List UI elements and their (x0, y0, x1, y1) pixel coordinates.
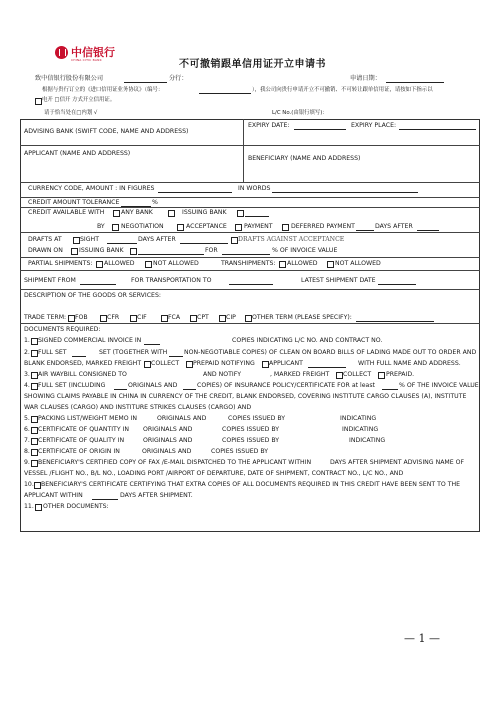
doc9-text: BENEFICIARY'S CERTIFIED COPY OF FAX /E-MAIL DISPATCHED TO THE APPLICANT WITHIN (38, 459, 312, 466)
doc-number: 9. (24, 459, 30, 466)
issuing-bank-label: ISSUING BANK (182, 209, 227, 216)
doc2-set-blank[interactable] (72, 351, 86, 357)
doc6-text-b: ORIGINALS AND (143, 426, 193, 433)
drafts-days-blank[interactable] (107, 238, 137, 244)
sight-checkbox[interactable] (73, 237, 80, 244)
amount-figures-blank[interactable] (158, 187, 232, 193)
bank-logo-text: 中信银行 (71, 46, 115, 59)
bank-logo-icon (55, 46, 68, 59)
agreement-text-b: ），我公司向贵行申请开立不可撤销、不可转让跟单信用证，请按如下指示以 (252, 87, 433, 93)
expiry-date-blank[interactable] (294, 124, 346, 130)
other-term-blank[interactable] (356, 316, 434, 322)
cip-checkbox[interactable] (219, 315, 226, 322)
apply-date-label: 申请日期： (350, 75, 381, 82)
doc2-text: FULL SET (38, 349, 67, 356)
tolerance-label: CREDIT AMOUNT TOLERANCE (28, 199, 120, 206)
doc9-text-b: DAYS AFTER SHIPMENT ADVISING NAME OF (330, 459, 465, 466)
invoice-value-label: % OF INVOICE VALUE (272, 247, 338, 254)
amount-words-blank[interactable] (272, 187, 418, 193)
branch-label: 分行： (169, 75, 188, 82)
payment-checkbox[interactable] (235, 224, 242, 231)
doc4-text-d: % OF THE INVOICE VALUE (399, 382, 479, 389)
cif-label: CIF (137, 314, 147, 321)
partial-not-allowed-checkbox[interactable] (145, 261, 152, 268)
drafts-at-label: DRAFTS AT (28, 236, 62, 243)
doc2-collect-checkbox[interactable] (144, 361, 151, 368)
doc11-checkbox[interactable] (35, 504, 42, 511)
tolerance-unit: % (152, 199, 158, 206)
cpt-checkbox[interactable] (190, 315, 197, 322)
doc2-prepaid-checkbox[interactable] (186, 361, 193, 368)
latest-shipment-blank[interactable] (378, 279, 416, 285)
apply-date-blank[interactable] (386, 77, 444, 83)
doc8-text-b: ORIGINALS AND (142, 448, 192, 455)
doc-number: 2. (24, 349, 30, 356)
doc3-text: AIR WAYBILL CONSIGNED TO (38, 371, 127, 378)
issuing-bank-checkbox[interactable] (168, 210, 175, 217)
negotiation-checkbox[interactable] (112, 224, 119, 231)
other-bank-checkbox[interactable] (237, 210, 244, 217)
in-words-label: IN WORDS (238, 185, 271, 192)
drafts-after-blank[interactable] (180, 238, 228, 244)
doc3-prepaid-label: PREPAID. (386, 371, 415, 378)
doc1-copies-blank[interactable] (144, 339, 160, 345)
doc4-text-f: WAR CLAUSES (CARGO) AND INSTITURE STRIKES CLAUSES (CARGO) AND (24, 404, 252, 411)
doc-number: 6. (24, 426, 30, 433)
doc5-text: PACKING LIST/WEIGHT MEMO IN (38, 415, 138, 422)
to-bank-label: 致中信银行股份有限公司 (35, 75, 104, 82)
drawn-other-blank[interactable] (138, 249, 204, 255)
doc5-checkbox[interactable] (31, 416, 38, 423)
doc4-text-e: SHOWING CLAIMS PAYABLE IN CHINA IN CURRENCY OF THE CREDIT, BLANK ENDORSED, COVERING INSTITUTE CARGO CLAUSES (A), INSTITUTE (24, 393, 467, 400)
doc2-text-d: BLANK ENDORSED, MARKED FREIGHT (24, 360, 142, 367)
doc9-checkbox[interactable] (31, 460, 38, 467)
doc7-checkbox[interactable] (31, 438, 38, 445)
doc-number: 4. (24, 382, 30, 389)
bank-logo-subtext: CHINA CITIC BANK (71, 58, 102, 62)
deferred-payment-checkbox[interactable] (282, 224, 289, 231)
acceptance-checkbox[interactable] (177, 224, 184, 231)
divider (20, 197, 480, 198)
doc2-applicant-label: APPLICANT (269, 360, 303, 367)
cif-checkbox[interactable] (130, 315, 137, 322)
divider (20, 270, 480, 271)
doc4-text: FULL SET (INCLUDING (38, 382, 106, 389)
negotiation-label: NEGOTIATION (121, 223, 164, 230)
doc-number: 11. (24, 503, 34, 510)
transhipments-label: TRANSHIPMENTS: (221, 260, 276, 267)
doc10-checkbox[interactable] (34, 482, 41, 489)
drawn-other-checkbox[interactable] (130, 248, 137, 255)
doc1-text: SIGNED COMMERCIAL INVOICE IN (38, 337, 142, 344)
divider (20, 207, 480, 208)
doc11-text: OTHER DOCUMENTS: (43, 503, 109, 510)
doc7-text-b: ORIGINALS AND (143, 437, 193, 444)
drawn-on-label: DRAWN ON (28, 247, 63, 254)
payment-label: PAYMENT (244, 223, 273, 230)
drawn-issuing-bank-checkbox[interactable] (71, 248, 78, 255)
doc3-text-c: , MARKED FREIGHT (270, 371, 330, 378)
deferred-days-blank[interactable] (356, 225, 374, 231)
doc2-prepaid-label: PREPAID NOTIFYING (193, 360, 255, 367)
advising-bank-label: ADVISING BANK (SWIFT CODE, NAME AND ADDRESS) (24, 128, 189, 135)
divider (20, 257, 480, 258)
sight-label: SIGHT (80, 236, 99, 243)
doc5-text-d: INDICATING (340, 415, 377, 422)
doc2-text-e: WITH FULL NAME AND ADDRESS. (358, 360, 461, 367)
doc2-notify-blank[interactable] (308, 362, 346, 368)
cfr-checkbox[interactable] (100, 315, 107, 322)
doc4-text-b: ORIGINALS AND (128, 382, 178, 389)
divider (20, 182, 480, 183)
divider (20, 145, 480, 146)
fob-checkbox[interactable] (68, 315, 75, 322)
by-label: BY (97, 223, 105, 230)
electronic-issue-checkbox[interactable] (35, 98, 42, 105)
issue-method-text: 电开 □信开 方式开立信用证。 (42, 97, 116, 103)
transport-to-blank[interactable] (229, 279, 273, 285)
applicant-label: APPLICANT (NAME AND ADDRESS) (24, 150, 131, 157)
partial-allowed-checkbox[interactable] (96, 261, 103, 268)
doc4-copies-blank[interactable] (183, 384, 196, 390)
doc4-checkbox[interactable] (31, 383, 38, 390)
tranship-not-allowed-checkbox[interactable] (327, 261, 334, 268)
days-after-label: DAYS AFTER (375, 223, 413, 230)
doc-number: 7. (24, 437, 30, 444)
partial-allowed-label: ALLOWED (104, 260, 135, 267)
goods-description-label: DESCRIPTION OF THE GOODS OR SERVICES: (24, 292, 161, 299)
doc10-days-blank[interactable] (92, 494, 118, 500)
doc8-text: CERTIFICATE OF ORIGIN IN (38, 448, 120, 455)
doc3-collect-label: COLLECT (343, 371, 372, 378)
any-bank-label: ANY BANK (121, 209, 153, 216)
for-label: FOR (205, 247, 218, 254)
drafts-against-label: DRAFTS AGAINST ACCEPTANCE (238, 236, 345, 243)
documents-heading: DOCUMENTS REQUIRED: (24, 326, 101, 333)
deferred-after-blank[interactable] (417, 225, 439, 231)
doc3-checkbox[interactable] (31, 372, 38, 379)
doc2-text-b: SET (TOGETHER WITH (99, 349, 168, 356)
tranship-allowed-checkbox[interactable] (279, 261, 286, 268)
tick-note: 请于恰当处在□内划 √ (44, 110, 98, 116)
doc2-collect-label: COLLECT (151, 360, 180, 367)
column-divider (243, 119, 244, 182)
page-number: — 1 — (404, 632, 440, 645)
partial-shipments-label: PARTIAL SHIPMENTS: (28, 260, 93, 267)
doc2-checkbox[interactable] (31, 350, 38, 357)
expiry-place-label: EXPIRY PLACE: (351, 122, 397, 129)
form-title: 不可撤销跟单信用证开立申请书 (179, 59, 326, 70)
tolerance-blank[interactable] (121, 201, 151, 207)
doc3-text-b: AND NOTIFY (203, 371, 242, 378)
currency-code-label: CURRENCY CODE, AMOUNT : IN FIGURES (28, 185, 155, 192)
doc4-text-c: COPIES) OF INSURANCE POLICY/CERTIFICATE FOR at least (197, 382, 375, 389)
doc-number: 1. (24, 337, 30, 344)
doc7-text: CERTIFICATE OF QUALITY IN (38, 437, 125, 444)
expiry-date-label: EXPIRY DATE: (248, 122, 290, 129)
drawn-issuing-bank-label: ISSUING BANK (79, 247, 124, 254)
fob-label: FOB (75, 314, 88, 321)
doc3-collect-checkbox[interactable] (336, 372, 343, 379)
doc8-checkbox[interactable] (31, 449, 38, 456)
doc6-text-c: COPIES ISSUED BY (222, 426, 280, 433)
any-bank-checkbox[interactable] (113, 210, 120, 217)
doc7-text-c: COPIES ISSUED BY (222, 437, 280, 444)
cfr-label: CFR (107, 314, 120, 321)
transport-to-label: FOR TRANSPORTATION TO (131, 277, 212, 284)
shipment-from-label: SHIPMENT FROM (24, 277, 76, 284)
doc1-checkbox[interactable] (31, 338, 38, 345)
doc10-text-c: DAYS AFTER SHIPMENT. (120, 492, 193, 499)
latest-shipment-label: LATEST SHIPMENT DATE (301, 277, 376, 284)
cip-label: CIP (226, 314, 236, 321)
doc-number: 5. (24, 415, 30, 422)
doc6-text-d: INDICATING (342, 426, 379, 433)
doc2-applicant-checkbox[interactable] (262, 361, 269, 368)
doc5-text-c: COPIES ISSUED BY (228, 415, 286, 422)
drafts-days-after-label: DAYS AFTER (138, 236, 176, 243)
trade-term-label: TRADE TERM: (24, 314, 67, 321)
drafts-against-checkbox[interactable] (231, 237, 238, 244)
cpt-label: CPT (197, 314, 209, 321)
doc2-text-c: NON-NEGOTIABLE COPIES) OF CLEAN ON BOARD BILLS OF LADING MADE OUT TO ORDER AND (184, 349, 477, 356)
beneficiary-label: BENEFICIARY (NAME AND ADDRESS) (248, 155, 361, 162)
fca-checkbox[interactable] (161, 315, 168, 322)
branch-blank[interactable] (124, 77, 167, 83)
acceptance-label: ACCEPTANCE (186, 223, 227, 230)
tranship-not-allowed-label: NOT ALLOWED (335, 260, 381, 267)
doc2-copies-blank[interactable] (169, 351, 183, 357)
doc6-text: CERTIFICATE OF QUANTITY IN (38, 426, 130, 433)
divider (20, 232, 480, 233)
tranship-allowed-label: ALLOWED (287, 260, 318, 267)
invoice-percent-blank[interactable] (222, 249, 270, 255)
doc10-text-b: APPLICANT WITHIN (24, 492, 83, 499)
agreement-text-a: 根据与贵行订立的《进口信用证业务协议》（编号： (42, 87, 164, 93)
other-term-label: OTHER TERM (PLEASE SPECIFY): (252, 314, 352, 321)
doc7-text-d: INDICATING (349, 437, 386, 444)
doc-number: 3. (24, 371, 30, 378)
agreement-number-blank[interactable] (199, 88, 251, 94)
divider (20, 289, 480, 290)
shipment-from-blank[interactable] (80, 279, 116, 285)
divider (20, 323, 480, 324)
lc-number-label: L/C No.(由银行填写)： (272, 110, 328, 116)
doc10-text: BENEFICIARY'S CERTIFICATE CERTIFYING THAT EXTRA COPIES OF ALL DOCUMENTS REQUIRED IN THIS CREDIT HAVE BEEN SENT TO THE (41, 481, 461, 488)
doc6-checkbox[interactable] (31, 427, 38, 434)
doc3-prepaid-checkbox[interactable] (378, 372, 385, 379)
doc5-text-b: ORIGINALS AND (157, 415, 207, 422)
doc-number: 8. (24, 448, 30, 455)
doc4-percent-blank[interactable] (382, 384, 398, 390)
deferred-payment-label: DEFERRED PAYMENT (291, 223, 355, 230)
partial-not-allowed-label: NOT ALLOWED (153, 260, 199, 267)
doc8-text-c: COPIES ISSUED BY (211, 448, 269, 455)
other-bank-blank[interactable] (245, 211, 269, 217)
credit-available-label: CREDIT AVAILABLE WITH (28, 209, 105, 216)
fca-label: FCA (168, 314, 181, 321)
doc1-text-b: COPIES INDICATING L/C NO. AND CONTRACT NO. (232, 337, 383, 344)
doc-number: 10. (24, 481, 34, 488)
other-term-checkbox[interactable] (245, 315, 252, 322)
doc9-text-c: VESSEL /FLIGHT NO., B/L NO., LOADING PORT /AIRPORT OF DEPARTURE, DATE OF SHIPMENT, CONTRACT NO., L/C NO., AND (24, 470, 404, 477)
doc4-originals-blank[interactable] (114, 384, 127, 390)
expiry-place-blank[interactable] (399, 124, 476, 130)
